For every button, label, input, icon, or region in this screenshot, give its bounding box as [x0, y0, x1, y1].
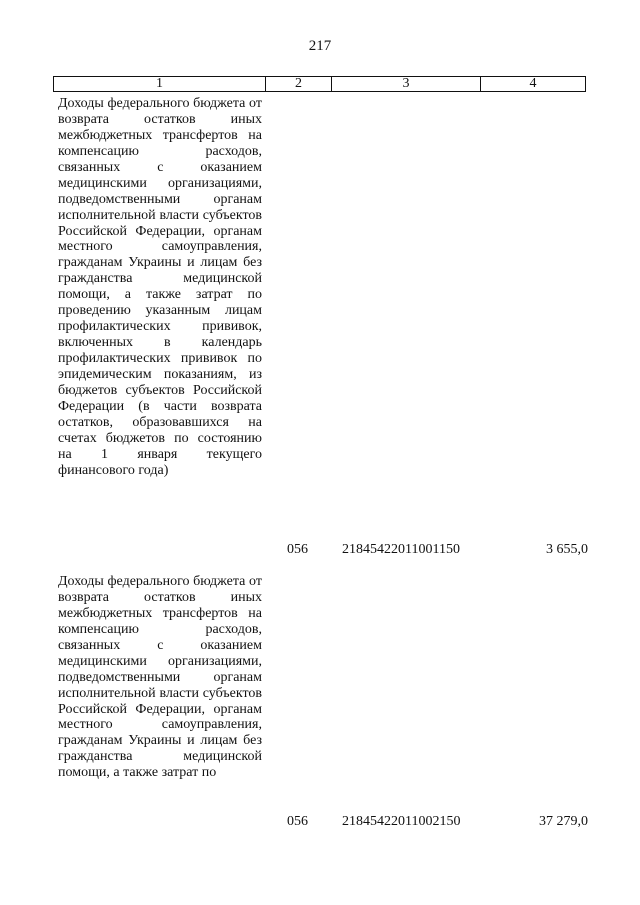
column-header-2: 2: [266, 77, 332, 91]
row-description: Доходы федерального бюджета от возврата остатков иных межбюджетных трансфертов на компенсацию расходов, связанных с оказанием медицинскими организациями, подведомственными органам исполнительной власти субъектов Российской Федерации, органам местного самоуправления, гражданам Украины и лицам без гражданства медицинской помощи, а также затрат по: [58, 574, 262, 781]
column-header-3: 3: [332, 77, 481, 91]
row-amount: 3 655,0: [546, 542, 588, 557]
row-admin-code: 056: [287, 542, 308, 557]
row-budget-classification-code: 21845422011001150: [342, 542, 460, 557]
row-admin-code: 056: [287, 814, 308, 829]
row-amount: 37 279,0: [539, 814, 588, 829]
row-description: Доходы федерального бюджета от возврата остатков иных межбюджетных трансфертов на компенсацию расходов, связанных с оказанием медицинскими организациями, подведомственными органам исполнительной власти субъектов Российской Федерации, органам местного самоуправления, гражданам Украины и лицам без гражданства медицинской помощи, а также затрат по проведению указанным лицам профилактических прививок, включенных в календарь профилактических прививок по эпидемическим показаниям, из бюджетов субъектов Российской Федерации (в части возврата остатков, образовавшихся на счетах бюджетов по состоянию на 1 января текущего финансового года): [58, 96, 262, 478]
page-number: 217: [308, 38, 332, 54]
table-header-row: [53, 76, 586, 92]
column-header-1: 1: [54, 77, 266, 91]
column-header-4: 4: [529, 76, 537, 91]
row-budget-classification-code: 21845422011002150: [342, 814, 461, 829]
